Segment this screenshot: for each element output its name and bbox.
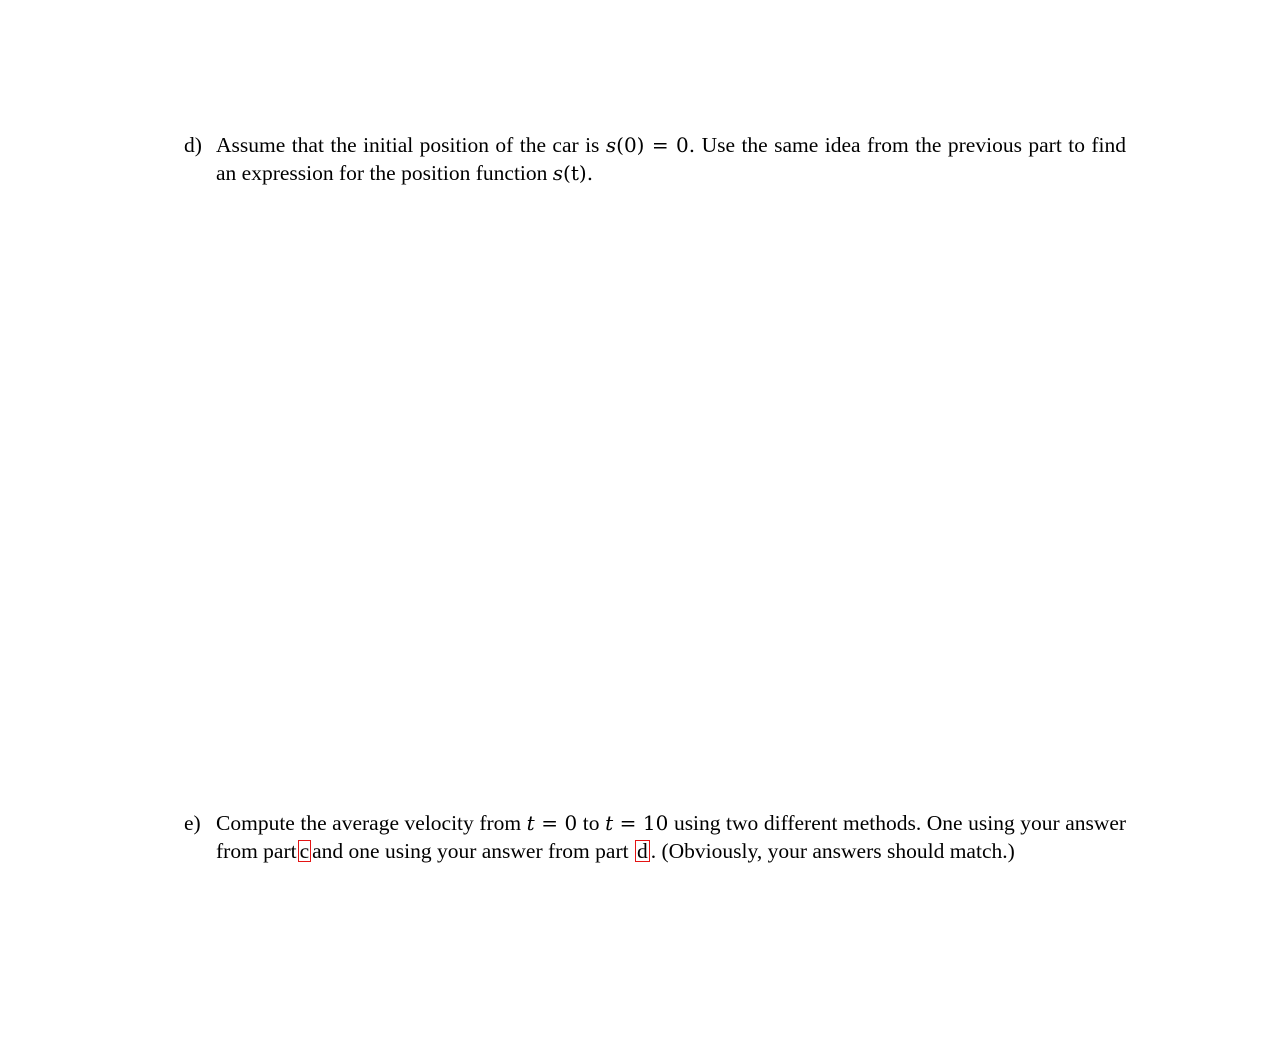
problem-e: [184, 809, 1126, 865]
math-variable: s: [552, 161, 564, 185]
problem-d: [184, 131, 1126, 187]
math-variable: t: [526, 811, 535, 835]
math-variable: s: [605, 133, 617, 157]
problem-text-segment: Use the same idea from the previous part to find an expression for the position function: [216, 133, 1127, 185]
math-expression: [553, 161, 593, 185]
problem-label: e): [184, 811, 201, 835]
cross-reference-link-c[interactable]: c: [299, 839, 310, 863]
math-rest: = 0: [541, 811, 578, 835]
problem-text-segment: Assume that the initial position of the car is: [216, 133, 600, 157]
problem-text-segment: to: [582, 811, 600, 835]
cross-reference-link-d[interactable]: d: [636, 839, 648, 863]
problem-label: d): [184, 133, 202, 157]
problem-text-segment: Compute the average velocity from: [216, 811, 522, 835]
math-rest: = 10: [619, 811, 669, 835]
math-expression: [605, 811, 668, 835]
math-rest: (t).: [563, 161, 594, 185]
problem-text-segment: using two different methods. One using your answer from part: [216, 811, 1127, 863]
math-expression: [527, 811, 578, 835]
problem-text: [216, 131, 1126, 187]
problem-text-segment: and one using your answer from part: [312, 839, 629, 863]
problem-text-segment: . (Obviously, your answers should match.): [650, 839, 1015, 863]
math-variable: t: [605, 811, 614, 835]
math-expression: [606, 133, 695, 157]
math-rest: (0) = 0.: [616, 133, 696, 157]
problem-text: [216, 809, 1126, 865]
